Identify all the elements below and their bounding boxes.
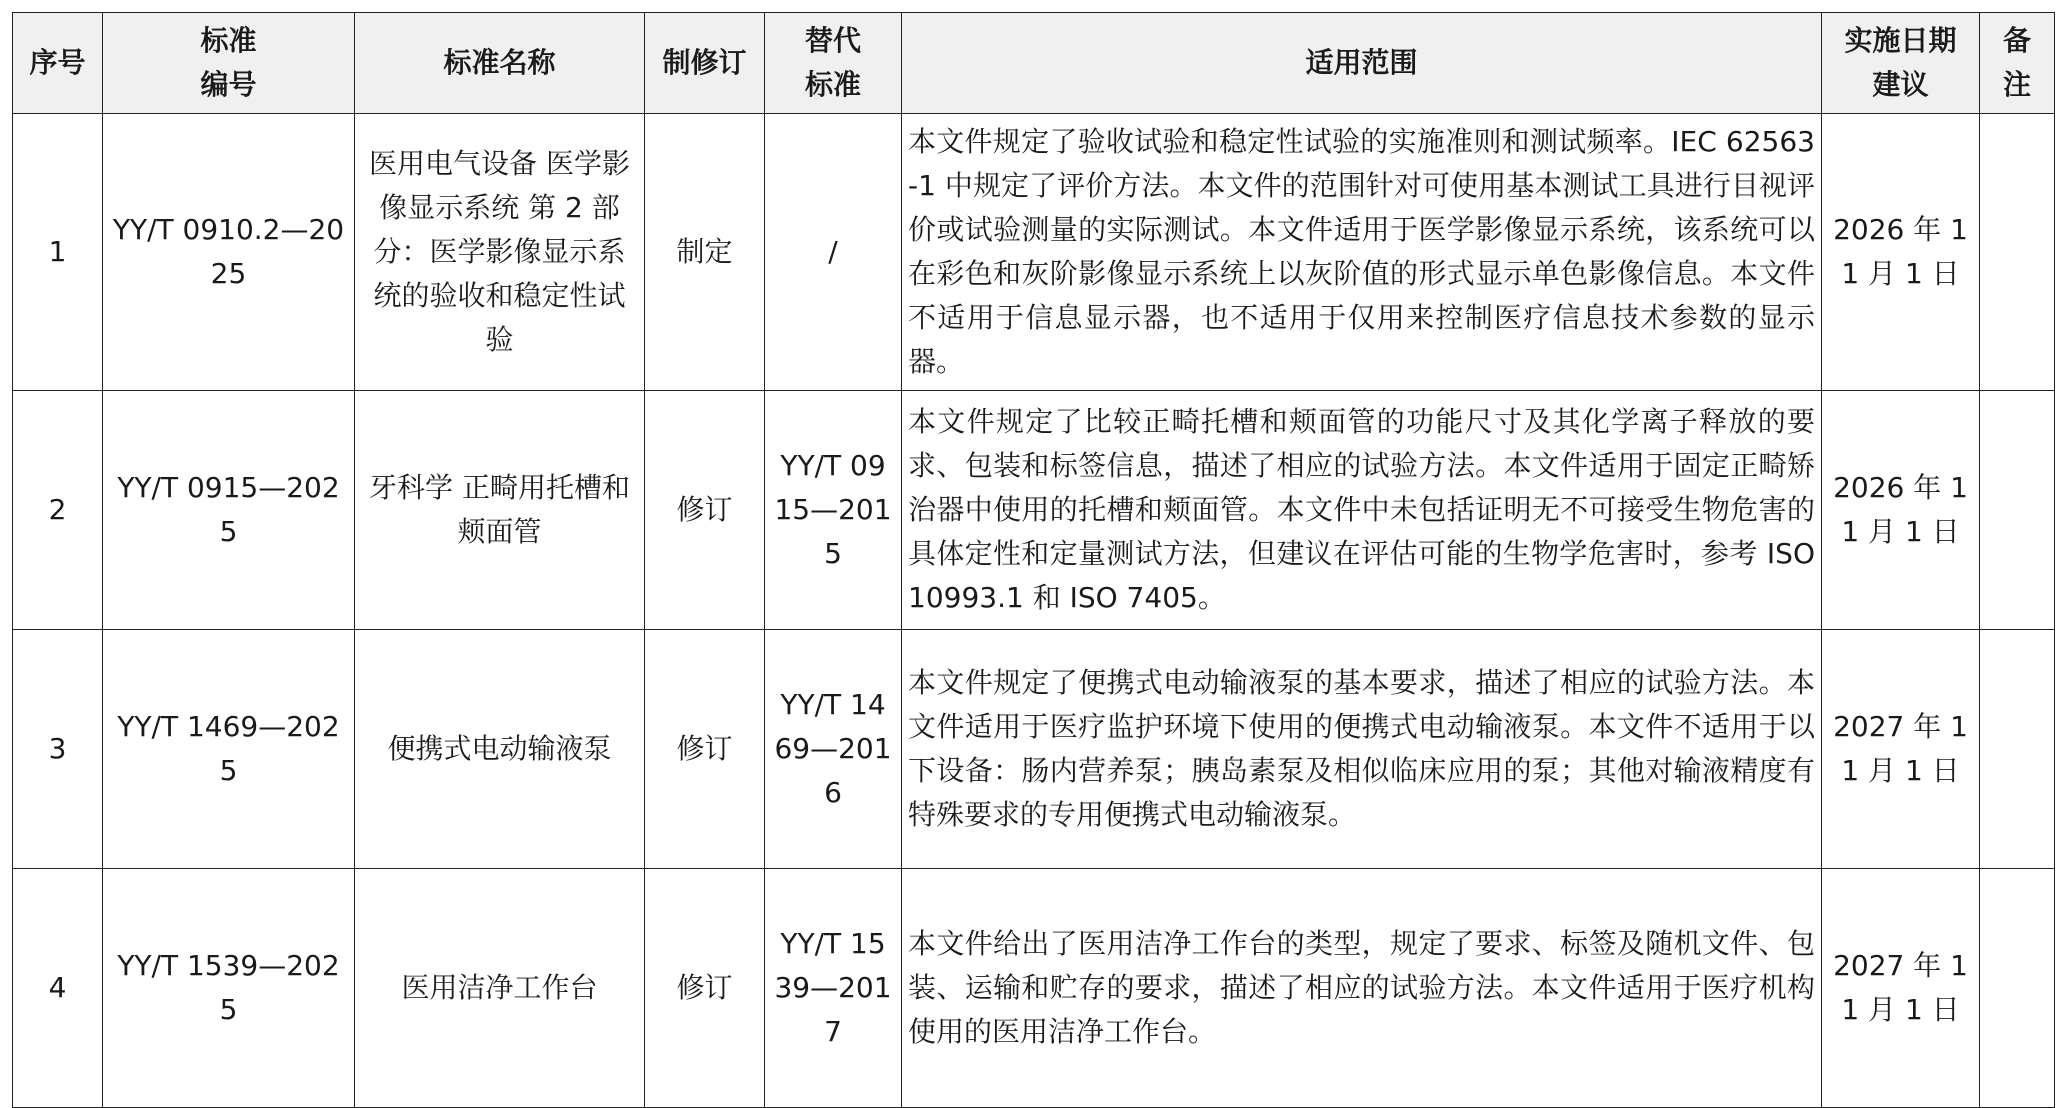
table-row	[13, 391, 2055, 630]
cell-seq: 4	[13, 869, 103, 1108]
cell-seq: 1	[13, 114, 103, 391]
cell-note	[1980, 391, 2055, 630]
cell-scope: 本文件规定了比较正畸托槽和颊面管的功能尺寸及其化学离子释放的要求、包装和标签信息，描述了相应的试验方法。本文件适用于固定正畸矫治器中使用的托槽和颊面管。本文件中未包括证明无不可接受生物危害的具体定性和定量测试方法，但建议在评估可能的生物学危害时，参考 ISO 10993.1 和 ISO 7405。	[902, 391, 1822, 630]
cell-date: 2027 年 11 月 1 日	[1822, 869, 1980, 1108]
cell-name: 医用电气设备 医学影像显示系统 第 2 部分：医学影像显示系统的验收和稳定性试验	[355, 114, 645, 391]
cell-code: YY/T 0910.2—2025	[103, 114, 355, 391]
cell-scope: 本文件给出了医用洁净工作台的类型，规定了要求、标签及随机文件、包装、运输和贮存的要求，描述了相应的试验方法。本文件适用于医疗机构使用的医用洁净工作台。	[902, 869, 1822, 1108]
header-seq: 序号	[13, 13, 103, 114]
cell-type: 修订	[645, 391, 765, 630]
cell-replace: YY/T 1469—2016	[765, 630, 902, 869]
header-name: 标准名称	[355, 13, 645, 114]
cell-seq: 2	[13, 391, 103, 630]
cell-replace: YY/T 0915—2015	[765, 391, 902, 630]
header-note-text: 备 注	[2002, 24, 2031, 101]
cell-date: 2026 年 11 月 1 日	[1822, 391, 1980, 630]
cell-type: 修订	[645, 869, 765, 1108]
cell-date: 2027 年 11 月 1 日	[1822, 630, 1980, 869]
table-row	[13, 869, 2055, 1108]
table-row	[13, 114, 2055, 391]
cell-seq: 3	[13, 630, 103, 869]
cell-name: 便携式电动输液泵	[355, 630, 645, 869]
standards-table-container	[12, 12, 2054, 1108]
cell-name: 医用洁净工作台	[355, 869, 645, 1108]
cell-code: YY/T 1539—2025	[103, 869, 355, 1108]
cell-name: 牙科学 正畸用托槽和颊面管	[355, 391, 645, 630]
cell-note	[1980, 869, 2055, 1108]
cell-note	[1980, 630, 2055, 869]
header-scope: 适用范围	[902, 13, 1822, 114]
cell-type: 修订	[645, 630, 765, 869]
header-type: 制修订	[645, 13, 765, 114]
header-date	[1822, 13, 1980, 114]
cell-scope: 本文件规定了验收试验和稳定性试验的实施准则和测试频率。IEC 62563-1 中规定了评价方法。本文件的范围针对可使用基本测试工具进行目视评价或试验测量的实际测试。本文件适用于医学影像显示系统，该系统可以在彩色和灰阶影像显示系统上以灰阶值的形式显示单色影像信息。本文件不适用于信息显示器，也不适用于仅用来控制医疗信息技术参数的显示器。	[902, 114, 1822, 391]
cell-type: 制定	[645, 114, 765, 391]
cell-replace: YY/T 1539—2017	[765, 869, 902, 1108]
cell-note	[1980, 114, 2055, 391]
cell-scope: 本文件规定了便携式电动输液泵的基本要求，描述了相应的试验方法。本文件适用于医疗监护环境下使用的便携式电动输液泵。本文件不适用于以下设备：肠内营养泵；胰岛素泵及相似临床应用的泵；其他对输液精度有特殊要求的专用便携式电动输液泵。	[902, 630, 1822, 869]
cell-date: 2026 年 11 月 1 日	[1822, 114, 1980, 391]
cell-code: YY/T 0915—2025	[103, 391, 355, 630]
cell-replace: /	[765, 114, 902, 391]
header-code	[103, 13, 355, 114]
header-date-text: 实施日期 建议	[1844, 24, 1957, 101]
table-row	[13, 630, 2055, 869]
header-code-text: 标准 编号	[200, 24, 257, 101]
header-note	[1980, 13, 2055, 114]
header-row	[13, 13, 2055, 114]
cell-code: YY/T 1469—2025	[103, 630, 355, 869]
header-replace	[765, 13, 902, 114]
header-replace-text: 替代 标准	[804, 24, 861, 101]
standards-table	[12, 12, 2055, 1108]
